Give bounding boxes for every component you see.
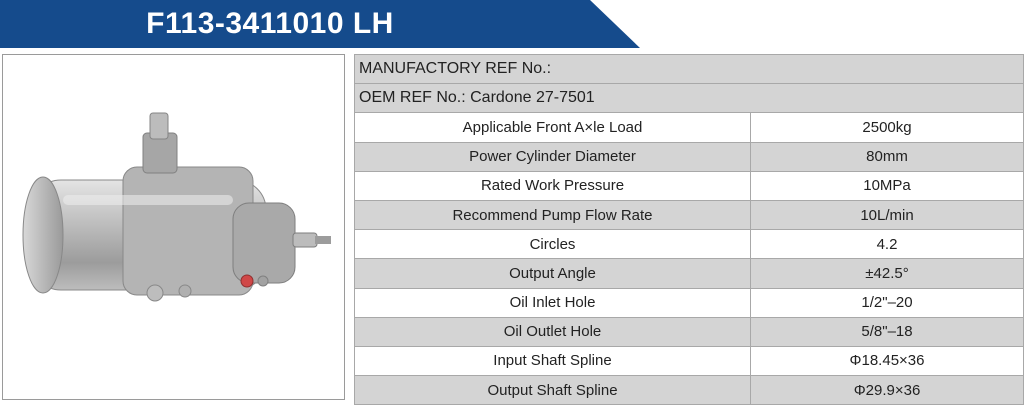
table-row: [355, 317, 1024, 346]
product-image-panel: [2, 54, 345, 400]
spec-label: Power Cylinder Diameter: [355, 142, 751, 171]
table-row: [355, 376, 1024, 405]
spec-label: Applicable Front A×le Load: [355, 113, 751, 142]
table-row: [355, 142, 1024, 171]
table-row: [355, 288, 1024, 317]
spec-value: 10MPa: [751, 171, 1024, 200]
oem-ref-row: [355, 84, 1024, 113]
table-row: [355, 113, 1024, 142]
oem-ref: OEM REF No.: Cardone 27-7501: [355, 84, 1024, 113]
spec-value: Φ29.9×36: [751, 376, 1024, 405]
spec-label: Output Angle: [355, 259, 751, 288]
spec-label: Output Shaft Spline: [355, 376, 751, 405]
table-row: [355, 171, 1024, 200]
spec-label: Oil Inlet Hole: [355, 288, 751, 317]
table-row: [355, 230, 1024, 259]
page-title: F113-3411010 LH: [146, 7, 394, 40]
spec-label: Oil Outlet Hole: [355, 317, 751, 346]
spec-value: 2500kg: [751, 113, 1024, 142]
spec-value: 1/2"–20: [751, 288, 1024, 317]
steering-gear-photo: [3, 55, 344, 399]
spec-value: 4.2: [751, 230, 1024, 259]
spec-label: Rated Work Pressure: [355, 171, 751, 200]
manufactory-ref: MANUFACTORY REF No.:: [355, 55, 1024, 84]
spec-table: [354, 54, 1024, 405]
table-row: [355, 259, 1024, 288]
spec-label: Recommend Pump Flow Rate: [355, 200, 751, 229]
spec-value: 80mm: [751, 142, 1024, 171]
spec-value: 10L/min: [751, 200, 1024, 229]
spec-value: 5/8"–18: [751, 317, 1024, 346]
spec-label: Circles: [355, 230, 751, 259]
spec-label: Input Shaft Spline: [355, 346, 751, 375]
table-row: [355, 200, 1024, 229]
spec-value: ±42.5°: [751, 259, 1024, 288]
manufactory-ref-row: [355, 55, 1024, 84]
table-row: [355, 346, 1024, 375]
spec-value: Φ18.45×36: [751, 346, 1024, 375]
